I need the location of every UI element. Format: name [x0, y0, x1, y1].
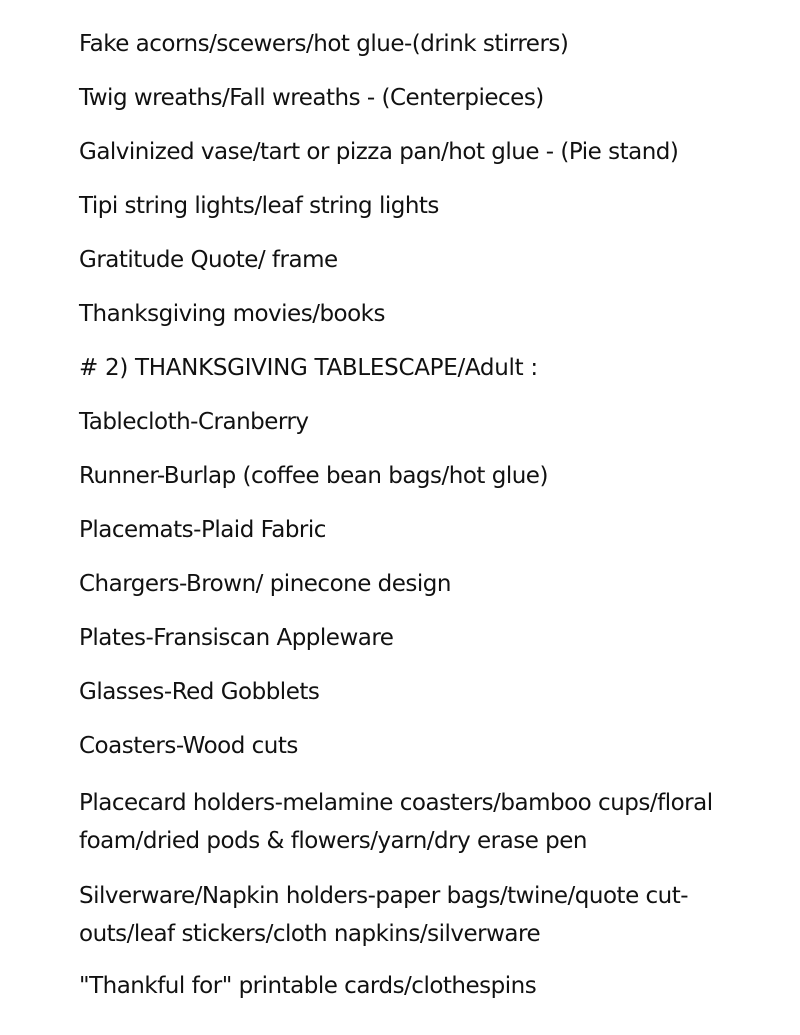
- list-item-napkin-holders: Silverware/Napkin holders-paper bags/twine/quote cut-outs/leaf stickers/cloth napkins/silverware: [79, 883, 689, 947]
- list-item-runner: Runner-Burlap (coffee bean bags/hot glue): [79, 463, 548, 489]
- list-item-plates: Plates-Fransiscan Appleware: [79, 625, 394, 651]
- list-item-string-lights: Tipi string lights/leaf string lights: [79, 193, 439, 219]
- list-item-placemats: Placemats-Plaid Fabric: [79, 517, 326, 543]
- list-item-movies-books: Thanksgiving movies/books: [79, 301, 385, 327]
- section-heading-tablescape: # 2) THANKSGIVING TABLESCAPE/Adult :: [79, 355, 538, 381]
- list-item-thankful-cards: "Thankful for" printable cards/clothespins: [79, 973, 537, 999]
- list-item-gratitude-quote: Gratitude Quote/ frame: [79, 247, 338, 273]
- list-item-chargers: Chargers-Brown/ pinecone design: [79, 571, 451, 597]
- list-item-drink-stirrers: Fake acorns/scewers/hot glue-(drink stirrers): [79, 31, 569, 57]
- list-item-tablecloth: Tablecloth-Cranberry: [79, 409, 309, 435]
- list-item-glasses: Glasses-Red Gobblets: [79, 679, 320, 705]
- list-item-coasters: Coasters-Wood cuts: [79, 733, 298, 759]
- list-item-placecard-holders: Placecard holders-melamine coasters/bamboo cups/floral foam/dried pods & flowers/yarn/dry erase pen: [79, 790, 713, 854]
- supply-list: [79, 28, 739, 1024]
- list-item-pie-stand: Galvinized vase/tart or pizza pan/hot glue - (Pie stand): [79, 139, 679, 165]
- list-item-centerpieces: Twig wreaths/Fall wreaths - (Centerpieces): [79, 85, 544, 111]
